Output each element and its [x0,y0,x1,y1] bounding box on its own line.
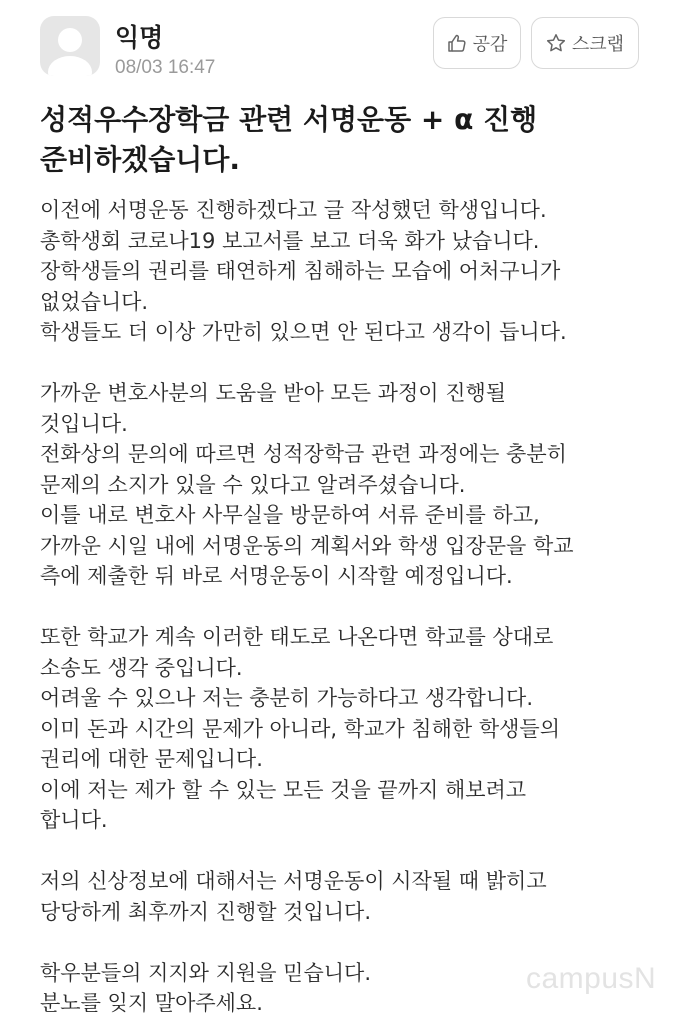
body-line: 것입니다. [40,411,128,436]
body-line: 가까운 변호사분의 도움을 받아 모든 과정이 진행될 [40,381,507,405]
thumbs-up-icon [447,33,467,53]
post-header [0,0,680,92]
body-line: 학우분들의 지지와 지원을 믿습니다. [40,960,371,985]
body-line: 이전에 서명운동 진행하겠다고 글 작성했던 학생입니다. [40,198,547,222]
body-line: 분노를 잊지 말아주세요. [40,991,263,1015]
body-blank-line [40,348,670,379]
star-icon [546,33,566,53]
scrap-label: 스크랩 [571,34,625,55]
body-line: 이미 돈과 시간의 문제가 아니라, 학교가 침해한 학생들의 [40,716,560,741]
body-line: 소송도 생각 중입니다. [40,655,243,680]
body-line: 합니다. [40,808,108,832]
post-title [40,100,660,180]
body-line: 당당하게 최후까지 진행할 것입니다. [40,899,371,924]
body-line: 없었습니다. [40,289,149,314]
post-title-line: 성적우수장학금 관련 서명운동 + α 진행 [40,103,538,136]
watermark: campusN [526,962,657,995]
like-button[interactable] [433,17,521,69]
body-line: 전화상의 문의에 따르면 성적장학금 관련 과정에는 충분히 [40,442,567,466]
body-line: 가까운 시일 내에 서명운동의 계획서와 학생 입장문을 학교 [40,533,574,558]
body-line: 측에 제출한 뒤 바로 서명운동이 시작할 예정입니다. [40,564,513,588]
post-body [40,195,670,1019]
body-line: 이틀 내로 변호사 사무실을 방문하여 서류 준비를 하고, [40,503,540,527]
body-blank-line [40,927,670,958]
body-line: 어려울 수 있으나 저는 충분히 가능하다고 생각합니다. [40,686,534,710]
author-name: 익명 [115,23,164,52]
body-line: 총학생회 코로나19 보고서를 보고 더욱 화가 났습니다. [40,228,540,253]
body-line: 문제의 소지가 있을 수 있다고 알려주셨습니다. [40,472,466,497]
body-blank-line [40,836,670,867]
scrap-button[interactable] [531,17,639,69]
avatar [40,16,100,76]
post-title-line: 준비하겠습니다. [40,143,240,176]
body-line: 저의 신상정보에 대해서는 서명운동이 시작될 때 밝히고 [40,869,547,893]
body-line: 장학생들의 권리를 태연하게 침해하는 모습에 어처구니가 [40,259,561,283]
body-blank-line [40,592,670,623]
default-avatar-icon [40,16,100,76]
post-datetime: 08/03 16:47 [115,57,216,78]
body-line: 학생들도 더 이상 가만히 있으면 안 된다고 생각이 듭니다. [40,320,567,344]
body-line: 권리에 대한 문제입니다. [40,747,263,771]
body-line: 또한 학교가 계속 이러한 태도로 나온다면 학교를 상대로 [40,625,554,649]
body-line: 이에 저는 제가 할 수 있는 모든 것을 끝까지 해보려고 [40,777,527,802]
like-label: 공감 [472,34,508,55]
